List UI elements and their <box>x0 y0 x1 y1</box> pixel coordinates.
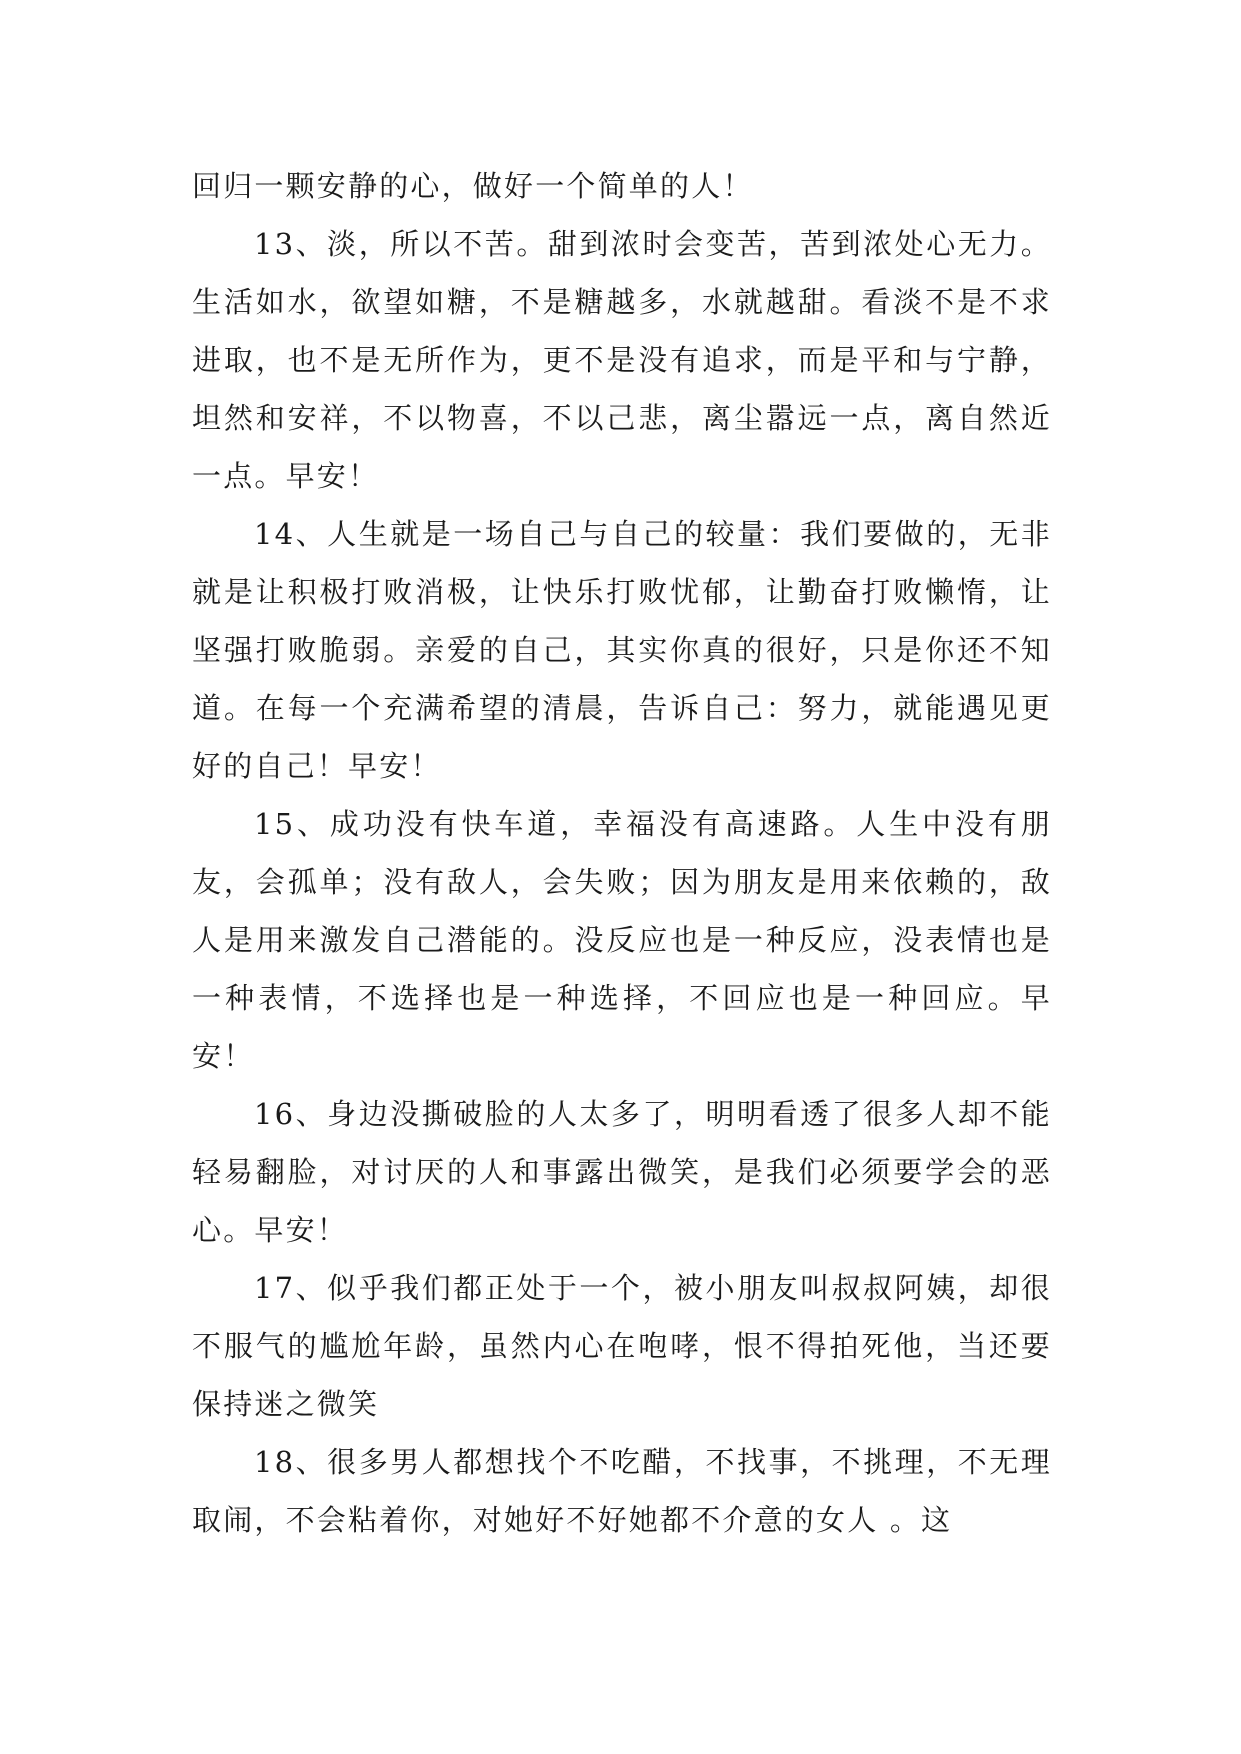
paragraph-item-14: 14、人生就是一场自己与自己的较量：我们要做的，无非就是让积极打败消极，让快乐打败忧郁，让勤奋打败懒惰，让坚强打败脆弱。亲爱的自己，其实你真的很好，只是你还不知道。在每一个充满希望的清晨，告诉自己：努力，就能遇见更好的自己！早安！ <box>192 517 1052 783</box>
paragraph-item-18: 18、很多男人都想找个不吃醋，不找事，不挑理，不无理取闹，不会粘着你，对她好不好她都不介意的女人 。这 <box>192 1445 1052 1537</box>
paragraph-item-16: 16、身边没撕破脸的人太多了，明明看透了很多人却不能轻易翻脸，对讨厌的人和事露出微笑，是我们必须要学会的恶心。早安！ <box>192 1097 1052 1247</box>
document-body <box>192 157 1052 1549</box>
paragraph-continuation: 回归一颗安静的心，做好一个简单的人！ <box>192 169 754 203</box>
paragraph-item-17: 17、似乎我们都正处于一个，被小朋友叫叔叔阿姨，却很不服气的尴尬年龄，虽然内心在咆哮，恨不得拍死他，当还要保持迷之微笑 <box>192 1271 1052 1421</box>
paragraph-item-15: 15、成功没有快车道，幸福没有高速路。人生中没有朋友，会孤单；没有敌人，会失败；因为朋友是用来依赖的，敌人是用来激发自己潜能的。没反应也是一种反应，没表情也是一种表情，不选择也是一种选择，不回应也是一种回应。早安！ <box>192 807 1052 1073</box>
paragraph-item-13: 13、淡，所以不苦。甜到浓时会变苦，苦到浓处心无力。生活如水，欲望如糖，不是糖越多，水就越甜。看淡不是不求进取，也不是无所作为，更不是没有追求，而是平和与宁静，坦然和安祥，不以物喜，不以己悲，离尘嚣远一点，离自然近一点。早安！ <box>192 227 1052 493</box>
